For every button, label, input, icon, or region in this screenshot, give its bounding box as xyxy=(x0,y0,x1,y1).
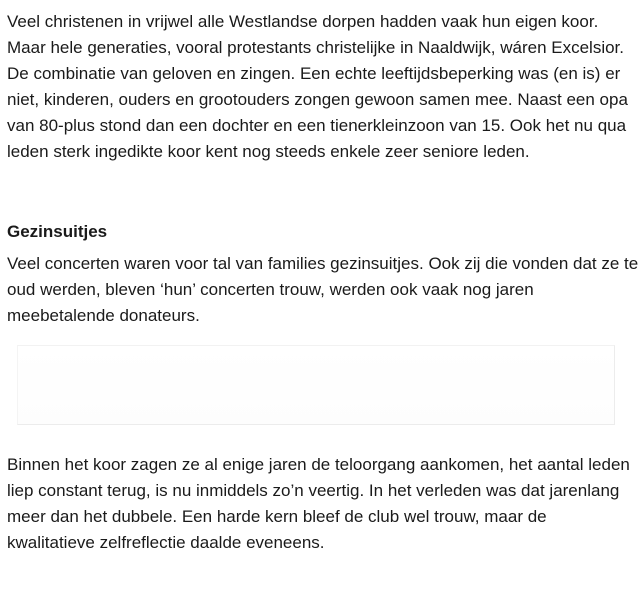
article-paragraph: Veel christenen in vrijwel alle Westlandse dorpen hadden vaak hun eigen koor. Maar hele generaties, vooral protestants christelijke in Naaldwijk, wáren Excelsior. De combinatie van geloven en zingen. Een echte leeftijdsbeperking was (en is) er niet, kinderen, ouders en grootouders zongen gewoon samen mee. Naast een opa van 80-plus stond dan een dochter en een tienerkleinzoon van 15. Ook het nu qua leden sterk ingedikte koor kent nog steeds enkele zeer seniore leden. xyxy=(7,12,628,161)
embedded-content-placeholder xyxy=(17,345,615,425)
article-paragraph: Binnen het koor zagen ze al enige jaren de teloorgang aankomen, het aantal leden liep constant terug, is nu inmiddels zo’n veertig. In het verleden was dat jarenlang meer dan het dubbele. Een harde kern bleef de club wel trouw, maar de kwalitatieve zelfreflectie daalde eveneens. xyxy=(7,455,630,552)
article-paragraph: Veel concerten waren voor tal van families gezinsuitjes. Ook zij die vonden dat ze te oud werden, bleven ‘hun’ concerten trouw, werden ook vaak nog jaren meebetalende donateurs. xyxy=(7,254,639,325)
section-heading: Gezinsuitjes xyxy=(7,222,108,241)
